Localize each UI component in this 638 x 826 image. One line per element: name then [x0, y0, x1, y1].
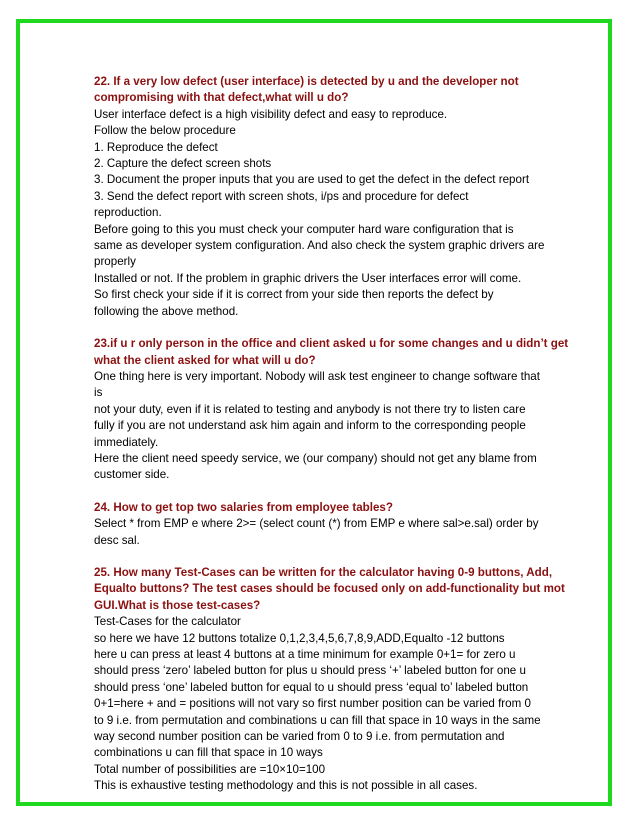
qa-section	[94, 500, 554, 549]
section-spacer	[94, 484, 554, 500]
qa-section	[94, 74, 554, 320]
answer-line: customer side.	[94, 468, 170, 482]
answer-line: Select * from EMP e where 2>= (select count (*) from EMP e where sal>e.sal) order by	[94, 517, 539, 531]
answer-line: combinations u can fill that space in 10 ways	[94, 746, 323, 760]
answer-line: is	[94, 386, 103, 400]
answer-line: Installed or not. If the problem in graphic drivers the User interfaces error will come.	[94, 271, 522, 285]
answer-line: properly	[94, 255, 136, 269]
answer-line: not your duty, even if it is related to testing and anybody is not there try to listen care	[94, 402, 526, 416]
section-spacer	[94, 549, 554, 565]
question-line: 24. How to get top two salaries from employee tables?	[94, 500, 393, 514]
question-line: 23.if u r only person in the office and client asked u for some changes and u didn’t get	[94, 337, 569, 351]
answer-line: This is exhaustive testing methodology and this is not possible in all cases.	[94, 779, 478, 793]
answer-line: should press ‘zero’ labeled button for plus u should press ‘+’ labeled button for one u	[94, 664, 526, 678]
answer-line: 3. Send the defect report with screen shots, i/ps and procedure for defect	[94, 189, 469, 203]
answer-line: desc sal.	[94, 533, 140, 547]
document-body	[94, 74, 569, 795]
answer-line: 2. Capture the defect screen shots	[94, 157, 272, 171]
answer-line: immediately.	[94, 435, 159, 449]
answer-line: fully if you are not understand ask him again and inform to the corresponding people	[94, 419, 526, 433]
answer-line: Total number of possibilities are =10×10=100	[94, 762, 326, 776]
answer-line: following the above method.	[94, 304, 239, 318]
answer-line: should press ‘one’ labeled button for equal to u should press ‘equal to’ labeled button	[94, 680, 529, 694]
question-line: 22. If a very low defect (user interface) is detected by u and the developer not	[94, 75, 519, 88]
answer-line: One thing here is very important. Nobody will ask test engineer to change software that	[94, 369, 540, 383]
answer-line: so here we have 12 buttons totalize 0,1,2,3,4,5,6,7,8,9,ADD,Equalto -12 buttons	[94, 631, 505, 645]
question-line: 25. How many Test-Cases can be written for the calculator having 0-9 buttons, Add,	[94, 565, 553, 579]
answer-line: to 9 i.e. from permutation and combinations u can fill that space in 10 ways in the same	[94, 713, 541, 727]
answer-line: 1. Reproduce the defect	[94, 140, 218, 154]
answer-line: Here the client need speedy service, we (our company) should not get any blame from	[94, 451, 537, 465]
answer-line: 3. Document the proper inputs that you are used to get the defect in the defect report	[94, 173, 530, 187]
answer-line: Before going to this you must check your computer hard ware configuration that is	[94, 222, 514, 236]
answer-line: Follow the below procedure	[94, 124, 236, 138]
qa-section	[94, 565, 565, 795]
question-line: what the client asked for what will u do?	[94, 353, 316, 367]
answer-line: reproduction.	[94, 206, 162, 220]
answer-line: same as developer system configuration. And also check the system graphic drivers are	[94, 239, 545, 253]
answer-line: way second number position can be varied from 0 to 9 i.e. from permutation and	[94, 730, 505, 744]
qa-section	[94, 336, 569, 484]
answer-line: 0+1=here + and = positions will not vary so first number position can be varied from 0	[94, 697, 531, 711]
answer-line: So first check your side if it is correct from your side then reports the defect by	[94, 288, 494, 302]
question-line: Equalto buttons? The test cases should be focused only on add-functionality but mot	[94, 582, 565, 596]
question-line: compromising with that defect,what will u do?	[94, 91, 349, 105]
answer-line: here u can press at least 4 buttons at a time minimum for example 0+1= for zero u	[94, 648, 516, 661]
section-spacer	[94, 320, 554, 336]
answer-line: Test-Cases for the calculator	[94, 615, 241, 629]
answer-line: User interface defect is a high visibility defect and easy to reproduce.	[94, 107, 448, 121]
question-line: GUI.What is those test-cases?	[94, 598, 261, 612]
